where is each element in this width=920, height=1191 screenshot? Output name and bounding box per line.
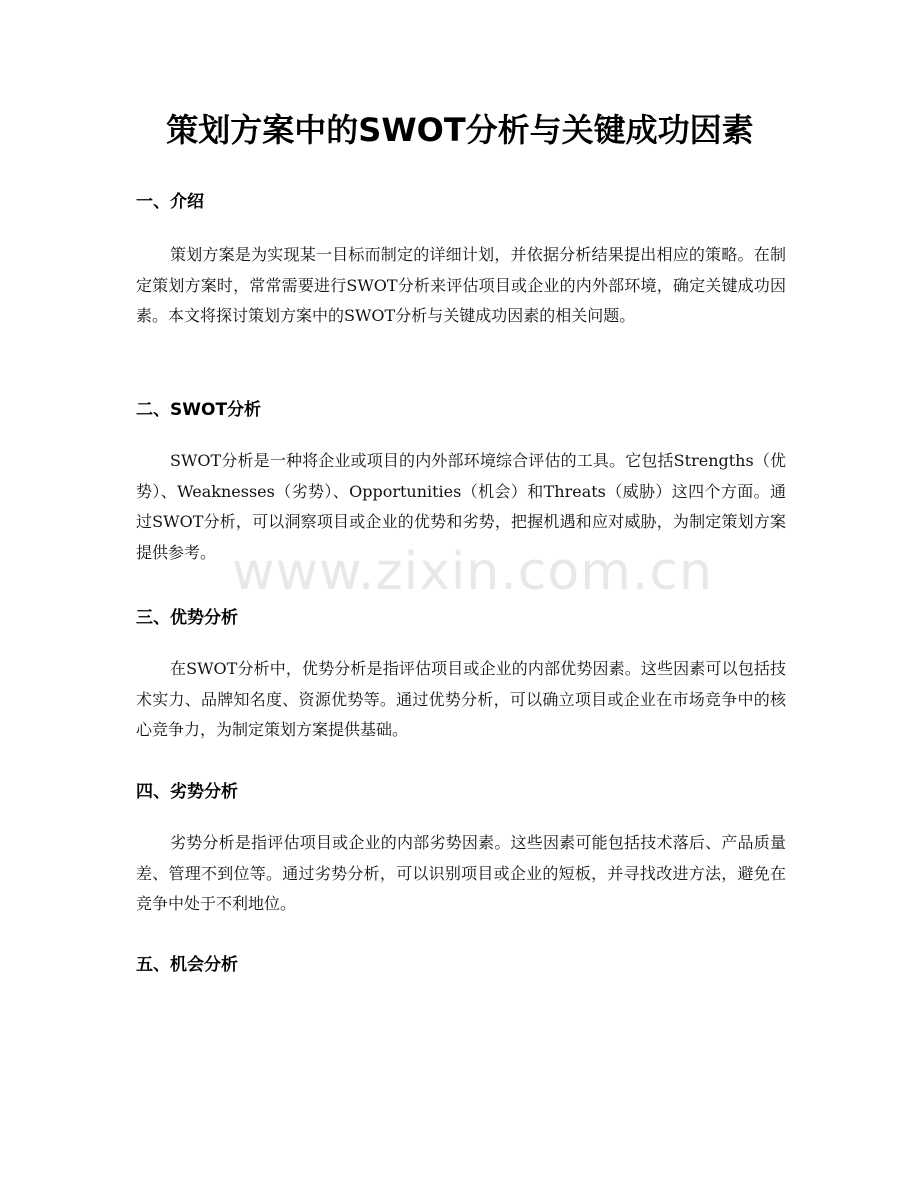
section-heading-strengths: 三、优势分析 [136, 608, 238, 628]
section-heading-weaknesses: 四、劣势分析 [136, 782, 238, 802]
document-title: 策划方案中的SWOT分析与关键成功因素 [166, 111, 754, 149]
section-heading-opportunities: 五、机会分析 [136, 955, 238, 975]
watermark: www.zixin.com.cn [232, 542, 713, 602]
section-paragraph-introduction: 策划方案是为实现某一目标而制定的详细计划，并依据分析结果提出相应的策略。在制定策划方案时，常常需要进行SWOT分析来评估项目或企业的内外部环境，确定关键成功因素。本文将探讨策划方案中的SWOT分析与关键成功因素的相关问题。 [136, 245, 786, 325]
section-paragraph-weaknesses: 劣势分析是指评估项目或企业的内部劣势因素。这些因素可能包括技术落后、产品质量差、管理不到位等。通过劣势分析，可以识别项目或企业的短板，并寻找改进方法，避免在竞争中处于不利地位。 [136, 833, 786, 913]
section-heading-introduction: 一、介绍 [136, 192, 204, 212]
section-paragraph-swot: SWOT分析是一种将企业或项目的内外部环境综合评估的工具。它包括Strengths（优势）、Weaknesses（劣势）、Opportunities（机会）和Threats（威胁）这四个方面。通过SWOT分析，可以洞察项目或企业的优势和劣势，把握机遇和应对威胁，为制定策划方案提供参考。 [136, 451, 786, 562]
section-heading-swot: 二、SWOT分析 [136, 400, 262, 420]
section-paragraph-strengths: 在SWOT分析中，优势分析是指评估项目或企业的内部优势因素。这些因素可以包括技术实力、品牌知名度、资源优势等。通过优势分析，可以确立项目或企业在市场竞争中的核心竞争力，为制定策划方案提供基础。 [136, 659, 786, 739]
